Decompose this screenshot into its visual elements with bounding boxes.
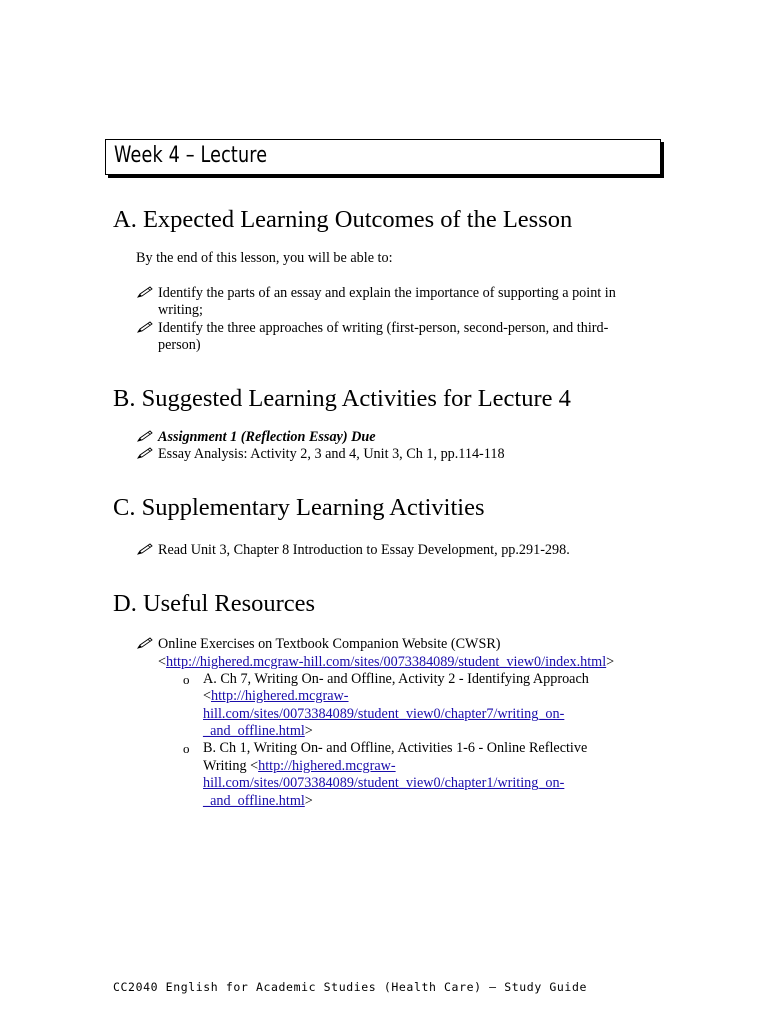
section-b-bullet-2: Essay Analysis: Activity 2, 3 and 4, Unit 3, Ch 1, pp.114-118 [158,446,505,462]
section-d-main-link-line: <http://highered.mcgraw-hill.com/sites/0073384089/student_view0/index.html> [158,654,615,670]
chapter7-link-part-1[interactable]: http://highered.mcgraw- [211,688,349,704]
sub-bullet-a-link-line-2 [203,706,564,723]
chapter1-link-part-3[interactable]: _and_offline.html [203,793,305,809]
sub-bullet-a-text: A. Ch 7, Writing On- and Offline, Activity 2 - Identifying Approach [203,671,589,687]
section-a-bullet-1-line-2: writing; [158,302,203,318]
section-b-bullet-1: Assignment 1 (Reflection Essay) Due [158,429,376,445]
companion-website-link[interactable]: http://highered.mcgraw-hill.com/sites/0073384089/student_view0/index.html [166,654,607,670]
week-title: Week 4 – Lecture [114,143,268,168]
chapter1-link-part-1[interactable]: http://highered.mcgraw- [258,758,396,774]
pencil-bullet-icon [137,447,153,459]
section-a-bullet-2-line-1: Identify the three approaches of writing (first-person, second-person, and third- [158,320,609,336]
sub-bullet-b-text: B. Ch 1, Writing On- and Offline, Activities 1-6 - Online Reflective [203,740,588,756]
sub-bullet-a-link-line-1: <http://highered.mcgraw- [203,688,349,704]
week-title-box [105,139,661,175]
section-c-bullet-1: Read Unit 3, Chapter 8 Introduction to Essay Development, pp.291-298. [158,542,570,558]
pencil-bullet-icon [137,430,153,442]
sub-bullet-a-link-line-3: _and_offline.html> [203,723,313,739]
section-c-heading: C. Supplementary Learning Activities [113,494,485,521]
section-a-intro: By the end of this lesson, you will be able to: [136,250,393,266]
section-b-heading: B. Suggested Learning Activities for Lecture 4 [113,385,571,412]
sub-bullet-b-link-line-3: _and_offline.html> [203,793,313,809]
section-d-heading: D. Useful Resources [113,590,316,617]
chapter7-link-part-2[interactable]: hill.com/sites/0073384089/student_view0/chapter7/writing_on- [203,706,565,722]
page-footer: CC2040 English for Academic Studies (Health Care) – Study Guide [113,980,587,994]
circle-bullet-icon: o [183,741,190,756]
section-d-main-bullet: Online Exercises on Textbook Companion Website (CWSR) [158,636,501,652]
pencil-bullet-icon [137,637,153,649]
sub-bullet-b-link-line-1: Writing <http://highered.mcgraw- [203,758,396,774]
sub-bullet-b-link-line-2 [203,775,564,792]
section-a-bullet-2-line-2: person) [158,337,201,353]
pencil-bullet-icon [137,286,153,298]
section-a-bullet-1-line-1: Identify the parts of an essay and explain the importance of supporting a point in [158,285,616,301]
circle-bullet-icon: o [183,672,190,687]
section-a-heading: A. Expected Learning Outcomes of the Lesson [113,206,573,233]
chapter7-link-part-3[interactable]: _and_offline.html [203,723,305,739]
pencil-bullet-icon [137,321,153,333]
chapter1-link-part-2[interactable]: hill.com/sites/0073384089/student_view0/chapter1/writing_on- [203,775,565,791]
pencil-bullet-icon [137,543,153,555]
